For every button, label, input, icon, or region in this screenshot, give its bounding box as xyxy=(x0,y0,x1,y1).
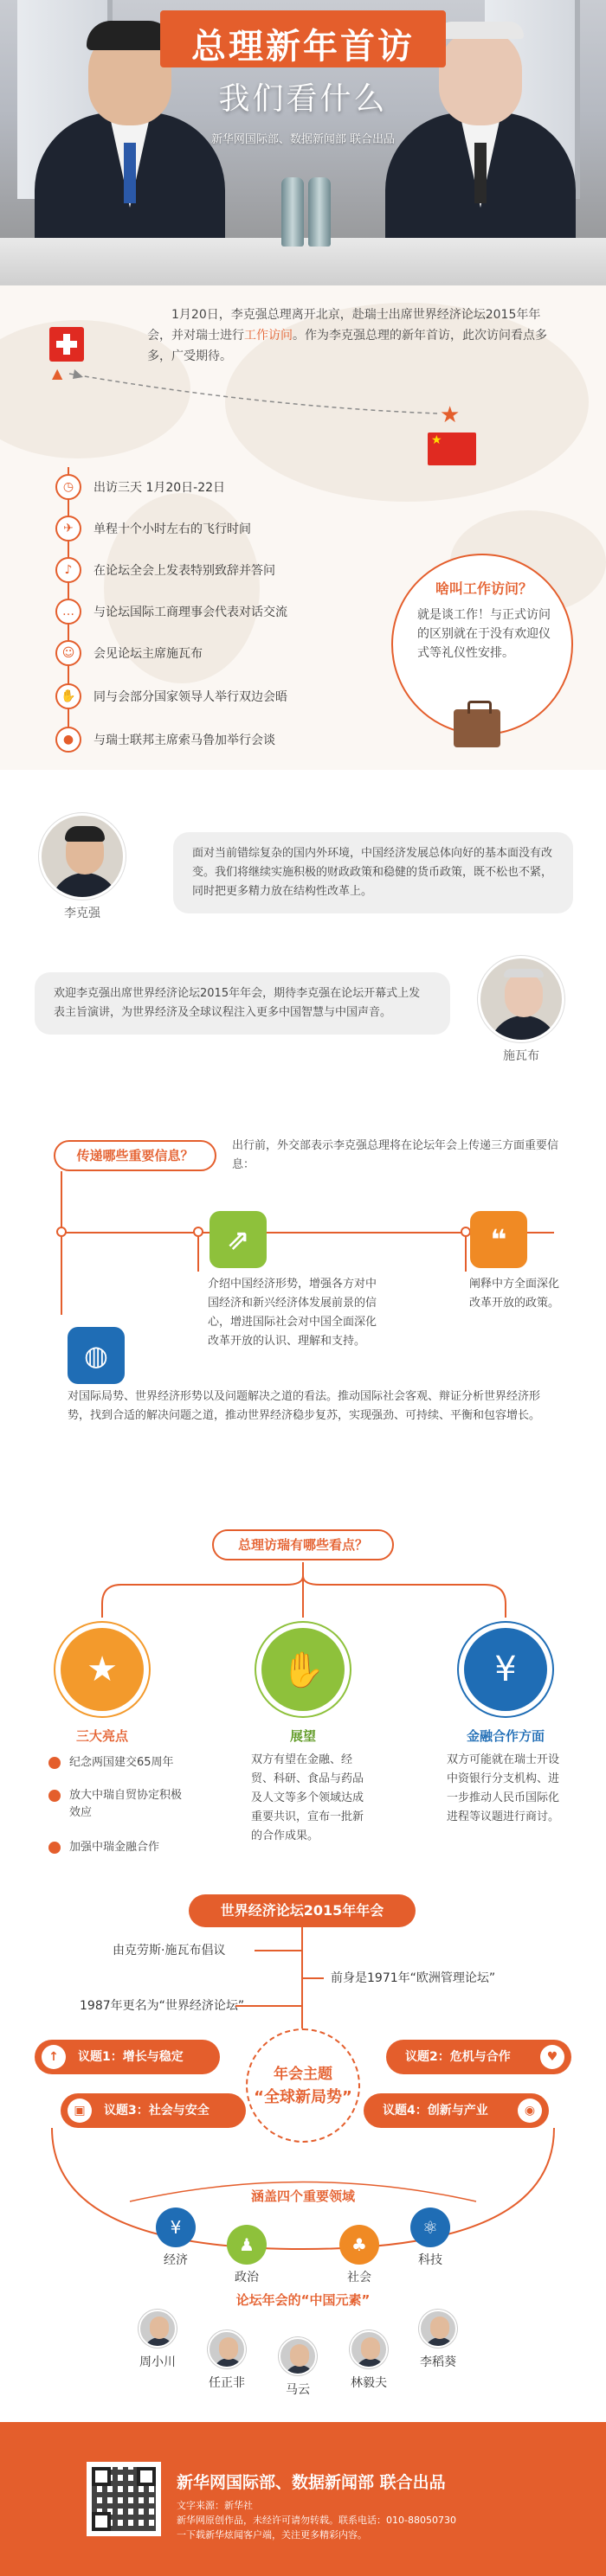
globe-icon: ◍ xyxy=(68,1327,125,1384)
chat-icon: … xyxy=(55,599,81,625)
avatar xyxy=(139,2310,177,2348)
footer-title: 新华网国际部、数据新闻部 联合出品 xyxy=(177,2473,446,2492)
timeline-item xyxy=(55,599,287,625)
timeline-text: 在论坛全会上发表特别致辞并答问 xyxy=(93,564,275,578)
theme-name: “全球新局势” xyxy=(254,2088,352,2106)
timeline-text: 同与会部分国家领导人举行双边会晤 xyxy=(93,690,287,704)
highlight-item: 放大中瑞自贸协定积极效应 xyxy=(48,1787,187,1822)
speaker-name: 李克强 xyxy=(64,907,100,920)
forum-history: 前身是1971年“欧洲管理论坛” xyxy=(331,1971,496,1985)
person-name: 马云 xyxy=(286,2383,310,2397)
message-text: 对国际局势、世界经济形势以及问题解决之道的看法。推动国际社会客观、辩证分析世界经济形势，找到合适的解决问题之道，推动世界经济稳步复苏，实现强劲、可持续、平衡和包容增长。 xyxy=(68,1390,541,1422)
highlight-item: 纪念两国建交65周年 xyxy=(48,1754,222,1772)
timeline-item xyxy=(55,557,275,583)
message-text: 介绍中国经济形势，增强各方对中国经济和新兴经济体发展前景的信心，增进国际社会对中国全面深化改革开放的认识、理解和支持。 xyxy=(208,1278,377,1348)
qr-code[interactable] xyxy=(87,2462,161,2536)
avatar xyxy=(279,2337,317,2375)
politics-icon: ♟ xyxy=(227,2225,267,2265)
column-title: 金融合作方面 xyxy=(466,1728,545,1744)
science-icon: ⚛ xyxy=(410,2208,450,2247)
column-title: 三大亮点 xyxy=(75,1728,128,1744)
bulb-icon: ◉ xyxy=(518,2099,542,2123)
person-name: 李稻葵 xyxy=(420,2355,456,2369)
timeline-item xyxy=(55,683,287,709)
china-flag-icon: ★ xyxy=(428,433,476,465)
area-label: 经济 xyxy=(164,2253,188,2267)
economy-icon: ¥ xyxy=(156,2208,196,2247)
arrow-up-icon: ↑ xyxy=(42,2045,66,2069)
message-text: 阐释中方全面深化改革开放的政策。 xyxy=(469,1278,560,1310)
topic-pill: 议题4：创新与产业 ◉ xyxy=(364,2093,549,2128)
topic-pill: 议题2：危机与合作 ♥ xyxy=(386,2040,571,2074)
trip-intro: 1月20日，李克强总理离开北京，赴瑞士出席世界经济论坛2015年年会，并对瑞士进行工作访问。作为李克强总理的新年首访，此次访问看点多多，广受期待。 xyxy=(147,308,547,363)
messages-question: 传递哪些重要信息？ xyxy=(54,1140,216,1171)
timeline-text: 出访三天 1月20日-22日 xyxy=(93,481,226,495)
footer-source: 文字来源：新华社 xyxy=(177,2500,253,2511)
topic-pill: ▣ 议题3：社会与安全 xyxy=(61,2093,246,2128)
column-text: 双方可能就在瑞士开设中资银行分支机构、进一步推动人民币国际化进程等议题进行商讨。 xyxy=(447,1753,560,1823)
avatar xyxy=(208,2330,246,2368)
society-icon: ♣ xyxy=(339,2225,379,2265)
clock-icon: ◷ xyxy=(55,474,81,500)
topic-pill: ↑ 议题1：增长与稳定 xyxy=(35,2040,220,2074)
column-text: 双方有望在金融、经贸、科研、食品与药品及人文等多个领域达成重要共识，宣布一批新的合作成果。 xyxy=(251,1753,364,1842)
area-label: 社会 xyxy=(347,2271,371,2284)
avatar xyxy=(350,2330,388,2368)
page-title: 总理新年首访 xyxy=(191,27,415,67)
page-byline: 新华网国际部、数据新闻部 联合出品 xyxy=(210,133,396,146)
timeline-text: 单程十个小时左右的飞行时间 xyxy=(93,522,251,536)
page-subtitle: 我们看什么 xyxy=(218,81,388,117)
piggybank-icon: ¥ xyxy=(464,1628,547,1711)
timeline-item xyxy=(55,640,203,666)
work-visit-highlight: 工作访问 xyxy=(244,329,293,343)
avatar-li-keqiang xyxy=(39,813,126,900)
highlight-item: 加强中瑞金融合作 xyxy=(48,1839,222,1856)
timeline-text: 与瑞士联邦主席索马鲁加举行会谈 xyxy=(93,734,275,747)
star-icon: ★ xyxy=(61,1628,144,1711)
theme-title: 年会主题 xyxy=(274,2066,332,2083)
explainer-title: 啥叫工作访问？ xyxy=(435,580,532,597)
timeline-item xyxy=(55,516,251,541)
timeline-text: 会见论坛主席施瓦布 xyxy=(93,647,203,661)
chinese-elements-title: 论坛年会的“中国元素” xyxy=(235,2292,371,2308)
gift-icon: ▣ xyxy=(68,2099,92,2123)
microphone-icon: ♪ xyxy=(55,557,81,583)
avatar-schwab xyxy=(478,956,564,1042)
home-pin-icon: ▲ xyxy=(52,365,63,381)
user-icon: ● xyxy=(55,727,81,753)
quote-bubble: 面对当前错综复杂的国内外环境，中国经济发展总体向好的基本面没有改变。我们将继续实施积极的财政政策和稳健的货币政策，既不松也不紧，同时把更多精力放在结构性改革上。 xyxy=(173,832,573,913)
handshake-icon: ✋ xyxy=(55,683,81,709)
quote-bubble: 欢迎李克强出席世界经济论坛2015年年会，期待李克强在论坛开幕式上发表主旨演讲，为世界经济及全球议程注入更多中国智慧与中国声音。 xyxy=(35,972,450,1035)
avatar xyxy=(419,2310,457,2348)
area-label: 政治 xyxy=(235,2271,259,2284)
forum-history: 由克劳斯·施瓦布倡议 xyxy=(113,1944,226,1958)
handshake-icon: ✋ xyxy=(261,1628,345,1711)
person-name: 任正非 xyxy=(209,2376,245,2390)
explainer-text: 就是谈工作！与正式访问的区别就在于没有欢迎仪式等礼仪性安排。 xyxy=(417,608,551,660)
star-icon: ★ xyxy=(440,402,461,428)
footer-app: 一下载新华炫闻客户端，关注更多精彩内容。 xyxy=(177,2529,367,2541)
speaker-name: 施瓦布 xyxy=(503,1049,539,1063)
trend-icon: ⇗ xyxy=(210,1211,267,1268)
area-label: 科技 xyxy=(418,2253,442,2267)
forum-history: 1987年更名为“世界经济论坛” xyxy=(80,1999,245,2013)
plane-icon: ✈ xyxy=(55,516,81,541)
column-title: 展望 xyxy=(289,1728,316,1744)
person-icon: ☺ xyxy=(55,640,81,666)
heart-icon: ♥ xyxy=(540,2045,564,2069)
person-name: 林毅夫 xyxy=(351,2376,387,2390)
quote-icon: ❝ xyxy=(470,1211,527,1268)
person-name: 周小川 xyxy=(139,2355,176,2369)
timeline-item xyxy=(55,727,275,753)
forum-title: 世界经济论坛2015年年会 xyxy=(189,1894,416,1927)
timeline-item xyxy=(55,474,225,500)
briefcase-icon xyxy=(454,709,500,747)
messages-lead: 出行前，外交部表示李克强总理将在论坛年会上传递三方面重要信息： xyxy=(232,1139,559,1171)
timeline-text: 与论坛国际工商理事会代表对话交流 xyxy=(93,606,287,619)
highlights-question: 总理访瑞有哪些看点？ xyxy=(212,1529,394,1560)
areas-title: 涵盖四个重要领域 xyxy=(250,2188,355,2204)
footer-rights: 新华网原创作品，未经许可请勿转载。联系电话：010-88050730 xyxy=(177,2515,456,2526)
